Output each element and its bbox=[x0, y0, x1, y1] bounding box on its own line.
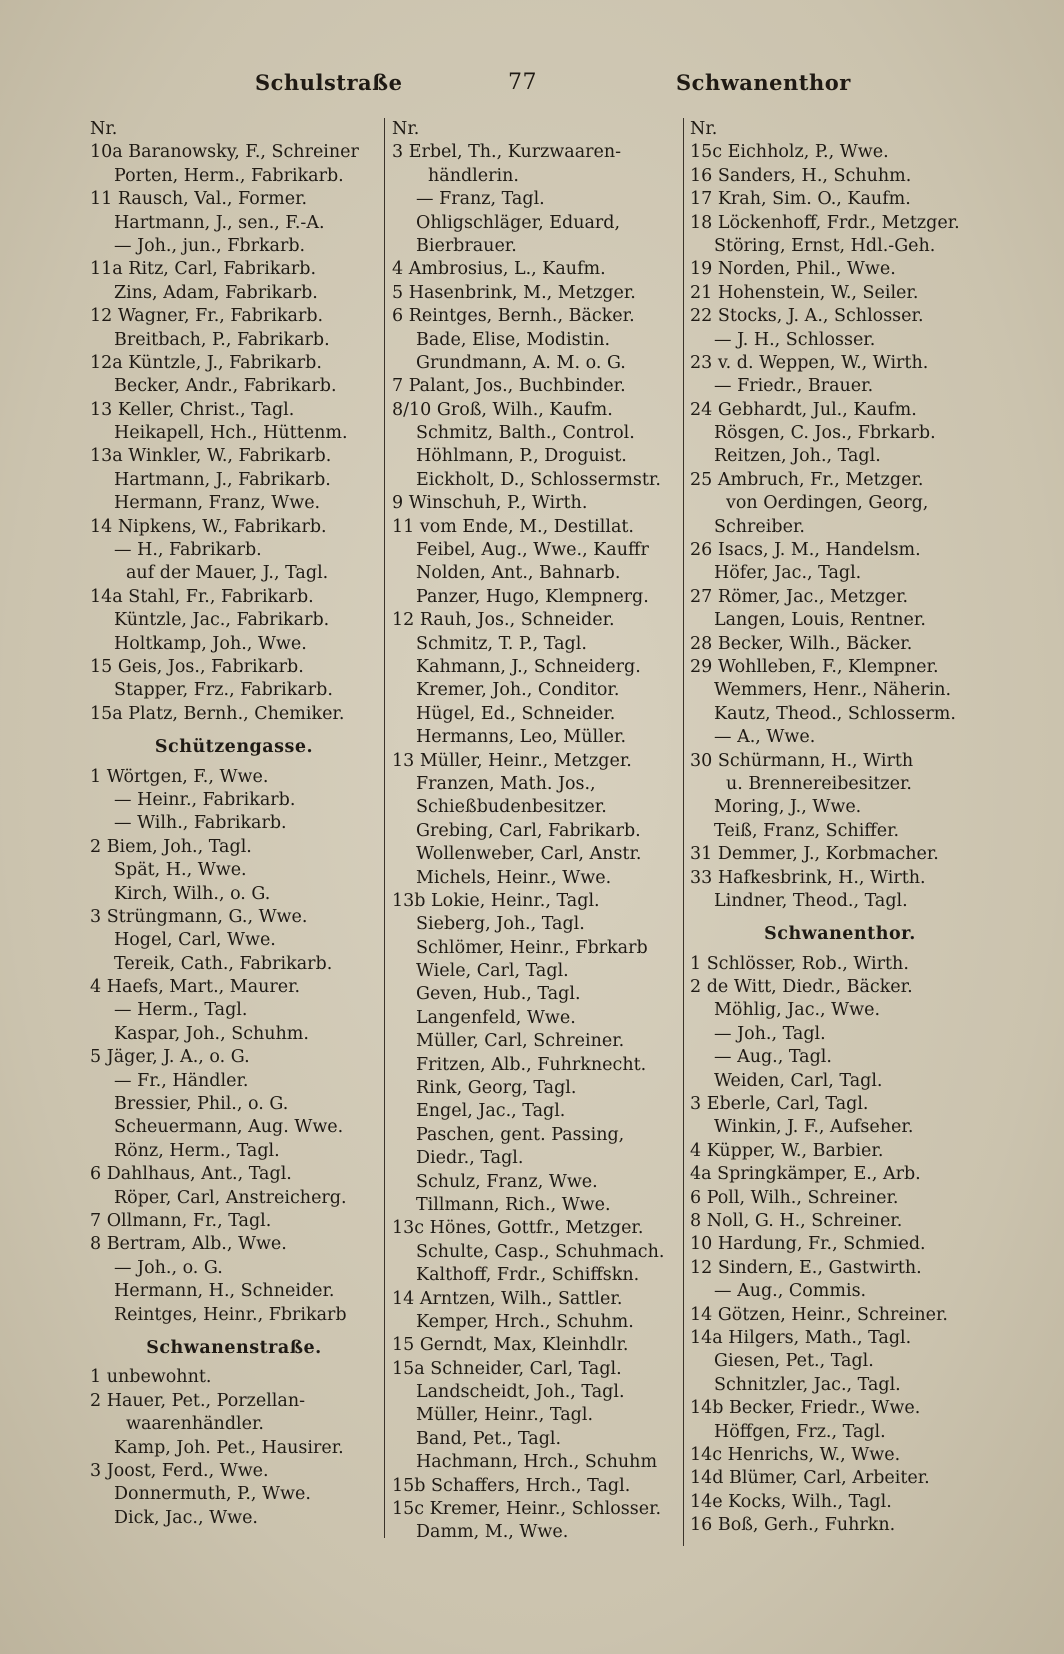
street-heading: Schützengasse. bbox=[154, 737, 314, 758]
house-entry: 17 Krah, Sim. O., Kaufm. bbox=[690, 189, 911, 210]
column-divider bbox=[384, 118, 385, 1538]
resident-entry: von Oerdingen, Georg, bbox=[726, 493, 929, 514]
resident-entry: — Friedr., Brauer. bbox=[714, 376, 874, 397]
resident-entry: Tillmann, Rich., Wwe. bbox=[416, 1194, 611, 1215]
house-entry: 4 Haefs, Mart., Maurer. bbox=[90, 977, 301, 998]
house-entry: 3 Joost, Ferd., Wwe. bbox=[90, 1460, 269, 1481]
resident-entry: Breitbach, P., Fabrikarb. bbox=[114, 329, 330, 350]
resident-entry: Schmitz, Balth., Control. bbox=[416, 423, 635, 444]
resident-entry: Stapper, Frz., Fabrikarb. bbox=[114, 680, 333, 701]
resident-entry: Langen, Louis, Rentner. bbox=[714, 610, 926, 631]
house-entry: 3 Eberle, Carl, Tagl. bbox=[690, 1094, 869, 1115]
resident-entry: Grundmann, A. M. o. G. bbox=[416, 352, 626, 373]
house-entry: 22 Stocks, J. A., Schlosser. bbox=[690, 306, 924, 327]
resident-entry: Tereik, Cath., Fabrikarb. bbox=[114, 953, 333, 974]
resident-entry: Möhlig, Jac., Wwe. bbox=[714, 1000, 881, 1021]
resident-entry: — Heinr., Fabrikarb. bbox=[114, 789, 296, 810]
resident-entry: Giesen, Pet., Tagl. bbox=[714, 1351, 874, 1372]
resident-entry: — Joh., Tagl. bbox=[714, 1023, 826, 1044]
house-entry: 15a Schneider, Carl, Tagl. bbox=[392, 1358, 622, 1379]
resident-entry: Hermann, Franz, Wwe. bbox=[114, 493, 321, 514]
resident-entry: Hartmann, J., sen., F.-A. bbox=[114, 212, 325, 233]
house-entry: 7 Ollmann, Fr., Tagl. bbox=[90, 1210, 272, 1231]
house-entry: 18 Löckenhoff, Frdr., Metzger. bbox=[690, 212, 960, 233]
house-entry: 13a Winkler, W., Fabrikarb. bbox=[90, 446, 332, 467]
resident-entry: Kamp, Joh. Pet., Hausirer. bbox=[114, 1437, 344, 1458]
resident-entry: Kremer, Joh., Conditor. bbox=[416, 680, 620, 701]
house-entry: 15 Geis, Jos., Fabrikarb. bbox=[90, 656, 304, 677]
house-entry: 6 Poll, Wilh., Schreiner. bbox=[690, 1187, 899, 1208]
resident-entry: Eickholt, D., Schlossermstr. bbox=[416, 469, 661, 490]
street-heading: Schwanenstraße. bbox=[146, 1337, 322, 1358]
resident-entry: Weiden, Carl, Tagl. bbox=[714, 1070, 883, 1091]
house-entry: 14a Stahl, Fr., Fabrikarb. bbox=[90, 586, 314, 607]
house-entry: 8/10 Groß, Wilh., Kaufm. bbox=[392, 399, 613, 420]
resident-entry: Kemper, Hrch., Schuhm. bbox=[416, 1311, 634, 1332]
house-entry: 11 Rausch, Val., Former. bbox=[90, 189, 308, 210]
house-entry: 30 Schürmann, H., Wirth bbox=[690, 750, 914, 771]
resident-entry: Schreiber. bbox=[714, 516, 805, 537]
resident-entry: Porten, Herm., Fabrikarb. bbox=[114, 165, 344, 186]
house-entry: 29 Wohlleben, F., Klempner. bbox=[690, 656, 939, 677]
resident-entry: Lindner, Theod., Tagl. bbox=[714, 890, 908, 911]
house-entry: 13c Hönes, Gottfr., Metzger. bbox=[392, 1218, 644, 1239]
house-entry: 15 Gerndt, Max, Kleinhdlr. bbox=[392, 1335, 629, 1356]
resident-entry: Hermanns, Leo, Müller. bbox=[416, 727, 627, 748]
house-entry: 2 Hauer, Pet., Porzellan- bbox=[90, 1390, 306, 1411]
house-entry: 14 Nipkens, W., Fabrikarb. bbox=[90, 516, 327, 537]
resident-entry: händlerin. bbox=[428, 165, 519, 186]
resident-entry: Schießbudenbesitzer. bbox=[416, 797, 607, 818]
resident-entry: Engel, Jac., Tagl. bbox=[416, 1101, 566, 1122]
house-entry: 14a Hilgers, Math., Tagl. bbox=[690, 1327, 912, 1348]
resident-entry: Rink, Georg, Tagl. bbox=[416, 1078, 577, 1099]
resident-entry: Spät, H., Wwe. bbox=[114, 860, 247, 881]
column-3 bbox=[690, 118, 990, 1537]
resident-entry: Schulz, Franz, Wwe. bbox=[416, 1171, 598, 1192]
resident-entry: Donnermuth, P., Wwe. bbox=[114, 1484, 311, 1505]
house-entry: 13 Müller, Heinr., Metzger. bbox=[392, 750, 632, 771]
house-entry: 25 Ambruch, Fr., Metzger. bbox=[690, 469, 924, 490]
house-entry: 27 Römer, Jac., Metzger. bbox=[690, 586, 909, 607]
resident-entry: — Franz, Tagl. bbox=[416, 189, 545, 210]
house-entry: 15c Eichholz, P., Wwe. bbox=[690, 142, 889, 163]
resident-entry: Kahmann, J., Schneiderg. bbox=[416, 656, 641, 677]
resident-entry: Dick, Jac., Wwe. bbox=[114, 1507, 258, 1528]
house-entry: 11 vom Ende, M., Destillat. bbox=[392, 516, 634, 537]
resident-entry: Bade, Elise, Modistin. bbox=[416, 329, 611, 350]
resident-entry: Rösgen, C. Jos., Fbrkarb. bbox=[714, 423, 936, 444]
running-head-right: Schwanenthor bbox=[676, 70, 851, 95]
resident-entry: Paschen, gent. Passing, bbox=[416, 1124, 625, 1145]
house-entry: 10a Baranowsky, F., Schreiner bbox=[90, 142, 359, 163]
resident-entry: Kirch, Wilh., o. G. bbox=[114, 883, 271, 904]
house-entry: 4 Küpper, W., Barbier. bbox=[690, 1140, 884, 1161]
column-divider bbox=[683, 118, 684, 1546]
resident-entry: Wiele, Carl, Tagl. bbox=[416, 961, 569, 982]
column-label: Nr. bbox=[690, 119, 718, 139]
resident-entry: Hügel, Ed., Schneider. bbox=[416, 703, 616, 724]
resident-entry: Geven, Hub., Tagl. bbox=[416, 984, 581, 1005]
resident-entry: Bierbrauer. bbox=[416, 235, 517, 256]
house-entry: 2 Biem, Joh., Tagl. bbox=[90, 836, 252, 857]
house-entry: 14d Blümer, Carl, Arbeiter. bbox=[690, 1468, 930, 1489]
house-entry: 5 Jäger, J. A., o. G. bbox=[90, 1047, 250, 1068]
resident-entry: Michels, Heinr., Wwe. bbox=[416, 867, 612, 888]
resident-entry: Langenfeld, Wwe. bbox=[416, 1007, 576, 1028]
house-entry: 1 Schlösser, Rob., Wirth. bbox=[690, 953, 909, 974]
resident-entry: — H., Fabrikarb. bbox=[114, 540, 262, 561]
resident-entry: Panzer, Hugo, Klempnerg. bbox=[416, 586, 649, 607]
house-entry: 16 Sanders, H., Schuhm. bbox=[690, 165, 912, 186]
resident-entry: Röper, Carl, Anstreicherg. bbox=[114, 1187, 347, 1208]
resident-entry: — Aug., Tagl. bbox=[714, 1047, 832, 1068]
page-number: 77 bbox=[508, 70, 537, 95]
resident-entry: — Wilh., Fabrikarb. bbox=[114, 813, 287, 834]
house-entry: 5 Hasenbrink, M., Metzger. bbox=[392, 282, 636, 303]
house-entry: 14c Henrichs, W., Wwe. bbox=[690, 1444, 901, 1465]
resident-entry: Hartmann, J., Fabrikarb. bbox=[114, 469, 331, 490]
resident-entry: Störing, Ernst, Hdl.-Geh. bbox=[714, 235, 936, 256]
resident-entry: Winkin, J. F., Aufseher. bbox=[714, 1117, 914, 1138]
resident-entry: — Aug., Commis. bbox=[714, 1281, 867, 1302]
column-label: Nr. bbox=[392, 119, 420, 139]
house-entry: 14 Götzen, Heinr., Schreiner. bbox=[690, 1304, 948, 1325]
house-entry: 7 Palant, Jos., Buchbinder. bbox=[392, 376, 626, 397]
resident-entry: Zins, Adam, Fabrikarb. bbox=[114, 282, 318, 303]
resident-entry: — J. H., Schlosser. bbox=[714, 329, 876, 350]
column-1 bbox=[90, 118, 378, 1530]
running-head-left: Schulstraße bbox=[255, 70, 403, 95]
house-entry: 21 Hohenstein, W., Seiler. bbox=[690, 282, 919, 303]
house-entry: 3 Erbel, Th., Kurzwaaren- bbox=[392, 142, 622, 163]
resident-entry: — Fr., Händler. bbox=[114, 1070, 249, 1091]
resident-entry: Scheuermann, Aug. Wwe. bbox=[114, 1117, 344, 1138]
house-entry: 2 de Witt, Diedr., Bäcker. bbox=[690, 977, 913, 998]
resident-entry: — Joh., jun., Fbrkarb. bbox=[114, 235, 306, 256]
resident-entry: — Herm., Tagl. bbox=[114, 1000, 248, 1021]
house-entry: 31 Demmer, J., Korbmacher. bbox=[690, 844, 939, 865]
resident-entry: Höffgen, Frz., Tagl. bbox=[714, 1421, 886, 1442]
resident-entry: Hermann, H., Schneider. bbox=[114, 1281, 335, 1302]
house-entry: 15a Platz, Bernh., Chemiker. bbox=[90, 703, 345, 724]
resident-entry: Kaspar, Joh., Schuhm. bbox=[114, 1023, 309, 1044]
house-entry: 28 Becker, Wilh., Bäcker. bbox=[690, 633, 913, 654]
resident-entry: Sieberg, Joh., Tagl. bbox=[416, 914, 585, 935]
house-entry: 8 Noll, G. H., Schreiner. bbox=[690, 1210, 903, 1231]
house-entry: 8 Bertram, Alb., Wwe. bbox=[90, 1234, 287, 1255]
resident-entry: Rönz, Herm., Tagl. bbox=[114, 1140, 280, 1161]
column-label: Nr. bbox=[90, 119, 118, 139]
resident-entry: Müller, Carl, Schreiner. bbox=[416, 1031, 625, 1052]
house-entry: 13b Lokie, Heinr., Tagl. bbox=[392, 890, 600, 911]
resident-entry: Landscheidt, Joh., Tagl. bbox=[416, 1382, 625, 1403]
resident-entry: Band, Pet., Tagl. bbox=[416, 1428, 562, 1449]
resident-entry: Moring, J., Wwe. bbox=[714, 797, 862, 818]
resident-entry: — Joh., o. G. bbox=[114, 1257, 223, 1278]
resident-entry: Nolden, Ant., Bahnarb. bbox=[416, 563, 621, 584]
resident-entry: Küntzle, Jac., Fabrikarb. bbox=[114, 610, 330, 631]
house-entry: 4a Springkämper, E., Arb. bbox=[690, 1164, 921, 1185]
resident-entry: Franzen, Math. Jos., bbox=[416, 773, 596, 794]
resident-entry: Reintges, Heinr., Fbrikarb bbox=[114, 1304, 347, 1325]
house-entry: 1 Wörtgen, F., Wwe. bbox=[90, 766, 269, 787]
resident-entry: Damm, M., Wwe. bbox=[416, 1522, 569, 1543]
resident-entry: Reitzen, Joh., Tagl. bbox=[714, 446, 881, 467]
resident-entry: — A., Wwe. bbox=[714, 727, 816, 748]
resident-entry: Müller, Heinr., Tagl. bbox=[416, 1405, 594, 1426]
house-entry: 4 Ambrosius, L., Kaufm. bbox=[392, 259, 606, 280]
house-entry: 33 Hafkesbrink, H., Wirth. bbox=[690, 867, 926, 888]
resident-entry: auf der Mauer, J., Tagl. bbox=[126, 563, 329, 584]
resident-entry: Diedr., Tagl. bbox=[416, 1148, 524, 1169]
house-entry: 9 Winschuh, P., Wirth. bbox=[392, 493, 588, 514]
house-entry: 6 Dahlhaus, Ant., Tagl. bbox=[90, 1164, 292, 1185]
house-entry: 24 Gebhardt, Jul., Kaufm. bbox=[690, 399, 917, 420]
resident-entry: Becker, Andr., Fabrikarb. bbox=[114, 376, 337, 397]
house-entry: 13 Keller, Christ., Tagl. bbox=[90, 399, 295, 420]
house-entry: 6 Reintges, Bernh., Bäcker. bbox=[392, 306, 635, 327]
resident-entry: Wollenweber, Carl, Anstr. bbox=[416, 844, 642, 865]
house-entry: 23 v. d. Weppen, W., Wirth. bbox=[690, 352, 929, 373]
resident-entry: Kautz, Theod., Schlosserm. bbox=[714, 703, 956, 724]
house-entry: 12a Küntzle, J., Fabrikarb. bbox=[90, 352, 322, 373]
house-entry: 19 Norden, Phil., Wwe. bbox=[690, 259, 896, 280]
house-entry: 14e Kocks, Wilh., Tagl. bbox=[690, 1491, 892, 1512]
resident-entry: u. Brennereibesitzer. bbox=[726, 773, 912, 794]
resident-entry: Höhlmann, P., Droguist. bbox=[416, 446, 627, 467]
resident-entry: Fritzen, Alb., Fuhrknecht. bbox=[416, 1054, 647, 1075]
resident-entry: Höfer, Jac., Tagl. bbox=[714, 563, 862, 584]
house-entry: 11a Ritz, Carl, Fabrikarb. bbox=[90, 259, 317, 280]
resident-entry: Schnitzler, Jac., Tagl. bbox=[714, 1374, 901, 1395]
resident-entry: Kalthoff, Frdr., Schiffskn. bbox=[416, 1265, 640, 1286]
resident-entry: Bressier, Phil., o. G. bbox=[114, 1094, 289, 1115]
street-heading: Schwanenthor. bbox=[764, 924, 916, 945]
house-entry: 10 Hardung, Fr., Schmied. bbox=[690, 1234, 926, 1255]
resident-entry: Schmitz, T. P., Tagl. bbox=[416, 633, 587, 654]
resident-entry: Heikapell, Hch., Hüttenm. bbox=[114, 423, 348, 444]
house-entry: 14 Arntzen, Wilh., Sattler. bbox=[392, 1288, 623, 1309]
resident-entry: Hogel, Carl, Wwe. bbox=[114, 930, 276, 951]
resident-entry: waarenhändler. bbox=[126, 1414, 264, 1435]
resident-entry: Hachmann, Hrch., Schuhm bbox=[416, 1452, 658, 1473]
resident-entry: Holtkamp, Joh., Wwe. bbox=[114, 633, 307, 654]
resident-entry: Schulte, Casp., Schuhmach. bbox=[416, 1241, 665, 1262]
resident-entry: Feibel, Aug., Wwe., Kauffr bbox=[416, 540, 649, 561]
resident-entry: Grebing, Carl, Fabrikarb. bbox=[416, 820, 641, 841]
house-entry: 26 Isacs, J. M., Handelsm. bbox=[690, 540, 921, 561]
house-entry: 15b Schaffers, Hrch., Tagl. bbox=[392, 1475, 631, 1496]
resident-entry: Schlömer, Heinr., Fbrkarb bbox=[416, 937, 648, 958]
house-entry: 12 Sindern, E., Gastwirth. bbox=[690, 1257, 922, 1278]
column-2 bbox=[392, 118, 676, 1545]
resident-entry: Wemmers, Henr., Näherin. bbox=[714, 680, 952, 701]
house-entry: 12 Wagner, Fr., Fabrikarb. bbox=[90, 306, 324, 327]
house-entry: 15c Kremer, Heinr., Schlosser. bbox=[392, 1499, 662, 1520]
house-entry: 14b Becker, Friedr., Wwe. bbox=[690, 1398, 921, 1419]
house-entry: 3 Strüngmann, G., Wwe. bbox=[90, 906, 308, 927]
house-entry: 12 Rauh, Jos., Schneider. bbox=[392, 610, 615, 631]
resident-entry: Teiß, Franz, Schiffer. bbox=[714, 820, 900, 841]
resident-entry: Ohligschläger, Eduard, bbox=[416, 212, 621, 233]
house-entry: 16 Boß, Gerh., Fuhrkn. bbox=[690, 1515, 896, 1536]
house-entry: 1 unbewohnt. bbox=[90, 1367, 212, 1388]
